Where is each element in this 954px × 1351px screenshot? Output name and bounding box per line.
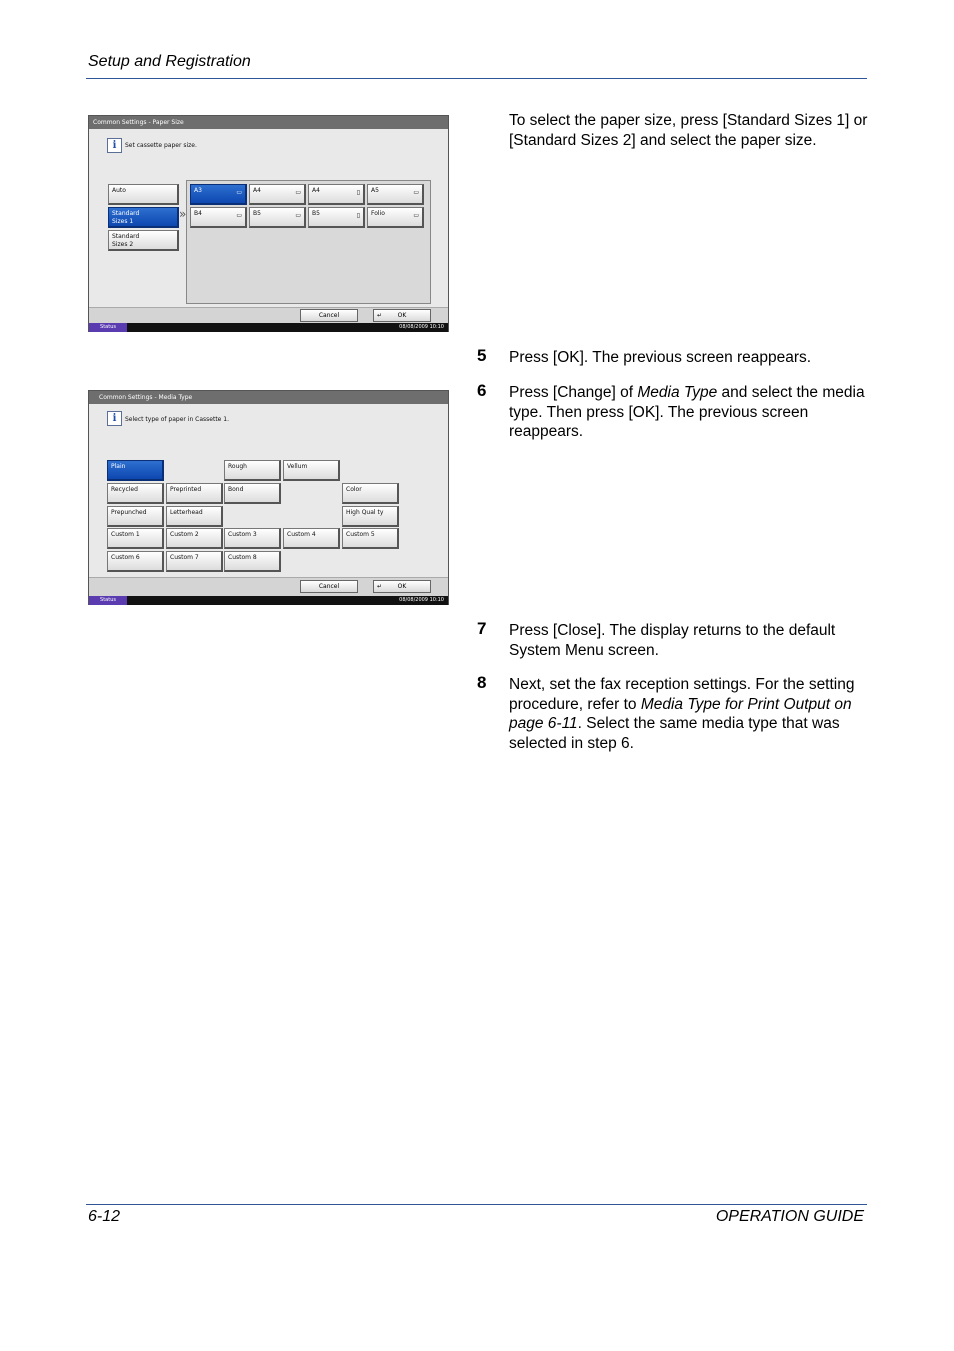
paper-landscape-icon: ▭ xyxy=(236,212,242,219)
media-label: Preprinted xyxy=(170,486,202,493)
paper-portrait-icon: ▯ xyxy=(356,189,360,196)
step-text: Press [Close]. The display returns to the default System Menu screen. xyxy=(509,622,836,659)
ok-label: OK xyxy=(397,583,407,590)
size-label: Folio xyxy=(371,210,385,217)
media-button-custom-7[interactable] xyxy=(166,551,223,572)
media-label: Custom 7 xyxy=(170,554,199,561)
size-label: B4 xyxy=(194,210,202,217)
screen-footer xyxy=(89,307,448,324)
info-icon: i xyxy=(107,138,122,153)
ok-button[interactable] xyxy=(373,580,431,593)
size-label: B5 xyxy=(312,210,320,217)
media-label: Recycled xyxy=(111,486,138,493)
size-label: A5 xyxy=(371,187,379,194)
info-icon: i xyxy=(107,411,122,426)
footer-rule xyxy=(86,1204,867,1205)
media-label: Custom 1 xyxy=(111,531,140,538)
media-button-bond[interactable] xyxy=(224,483,281,504)
step-text: Press [OK]. The previous screen reappears. xyxy=(509,349,812,366)
step-number: 5 xyxy=(477,346,487,365)
paper-landscape-icon: ▭ xyxy=(295,212,301,219)
size-label: B5 xyxy=(253,210,261,217)
standard-sizes-2-label: Standard Sizes 2 xyxy=(112,233,140,248)
media-label: Rough xyxy=(228,463,247,470)
auto-label: Auto xyxy=(112,187,126,194)
size-label: A3 xyxy=(194,187,202,194)
guide-title: OPERATION GUIDE xyxy=(715,1208,864,1225)
media-label: Color xyxy=(346,486,362,493)
step-text xyxy=(509,383,869,442)
status-bar xyxy=(89,323,448,332)
screen-message: Select type of paper in Cassette 1. xyxy=(125,416,229,423)
date-time: 08/08/2009 10:10 xyxy=(399,597,444,603)
media-label: Plain xyxy=(111,463,126,470)
date-time: 08/08/2009 10:10 xyxy=(399,324,444,330)
step-number: 6 xyxy=(477,381,487,400)
status-button[interactable]: Status xyxy=(89,323,127,332)
size-label: A4 xyxy=(253,187,261,194)
size-button-b4[interactable] xyxy=(190,207,247,228)
media-button-preprinted[interactable] xyxy=(166,483,223,504)
step-number: 7 xyxy=(477,619,487,638)
paper-portrait-icon: ▯ xyxy=(356,212,360,219)
intro-text: To select the paper size, press [Standard Sizes 1] or [Standard Sizes 2] and select the paper size. xyxy=(509,112,868,149)
media-label: Vellum xyxy=(287,463,308,470)
media-button-prepunched[interactable] xyxy=(107,506,164,527)
media-button-custom-5[interactable] xyxy=(342,528,399,549)
step-text-part: . Select the same media type that was selected in step 6. xyxy=(509,715,840,752)
header-rule xyxy=(86,78,867,79)
media-label: Custom 8 xyxy=(228,554,257,561)
media-button-high-quality[interactable] xyxy=(342,506,399,527)
auto-button[interactable] xyxy=(108,184,179,205)
media-button-letterhead[interactable] xyxy=(166,506,223,527)
screen-body xyxy=(89,404,448,577)
media-label: Letterhead xyxy=(170,509,203,516)
screen-body xyxy=(89,129,448,307)
status-button[interactable]: Status xyxy=(89,596,127,605)
media-button-recycled[interactable] xyxy=(107,483,164,504)
step-text-part: and select the media type. Then press [OK]. The previous screen reappears. xyxy=(509,384,865,440)
cancel-button[interactable]: Cancel xyxy=(300,309,358,322)
media-label: Custom 4 xyxy=(287,531,316,538)
step-text xyxy=(509,675,869,753)
ok-label: OK xyxy=(397,312,407,319)
paper-landscape-icon: ▭ xyxy=(413,212,419,219)
screen-title: Common Settings - Paper Size xyxy=(89,116,448,129)
media-label: Custom 2 xyxy=(170,531,199,538)
standard-sizes-1-button[interactable] xyxy=(108,207,179,228)
step-text-part: Next, set the fax reception settings. For the setting procedure, refer to xyxy=(509,676,855,713)
paper-size-screen xyxy=(88,115,449,332)
step-text-emphasis: Media Type for Print Output on page 6-11 xyxy=(509,695,852,732)
media-button-custom-4[interactable] xyxy=(283,528,340,549)
step-number: 8 xyxy=(477,673,487,692)
media-button-custom-1[interactable] xyxy=(107,528,164,549)
page-number: 6-12 xyxy=(88,1208,121,1225)
screen-message: Set cassette paper size. xyxy=(125,142,197,149)
media-type-screen xyxy=(88,390,449,605)
media-label: Custom 5 xyxy=(346,531,375,538)
size-button-folio[interactable] xyxy=(367,207,424,228)
media-button-custom-6[interactable] xyxy=(107,551,164,572)
media-button-vellum[interactable] xyxy=(283,460,340,481)
size-button-a4-landscape[interactable] xyxy=(249,184,306,205)
enter-icon: ↵ xyxy=(377,583,383,590)
size-button-a3[interactable] xyxy=(190,184,247,205)
screen-footer xyxy=(89,577,448,597)
paper-landscape-icon: ▭ xyxy=(413,189,419,196)
media-button-plain[interactable] xyxy=(107,460,164,481)
media-label: Custom 3 xyxy=(228,531,257,538)
media-button-rough[interactable] xyxy=(224,460,281,481)
paper-landscape-icon: ▭ xyxy=(236,189,242,196)
step-text-part: Press [Change] of xyxy=(509,384,638,401)
media-label: Prepunched xyxy=(111,509,147,516)
chevron-right-icon: » xyxy=(179,207,187,221)
size-button-a4-portrait[interactable] xyxy=(308,184,365,205)
media-label: Bond xyxy=(228,486,244,493)
running-header: Setup and Registration xyxy=(88,53,251,70)
size-button-a5[interactable] xyxy=(367,184,424,205)
step-text-emphasis: Media Type xyxy=(637,384,718,401)
standard-sizes-1-label: Standard Sizes 1 xyxy=(112,210,140,225)
media-label: High Qual ty xyxy=(346,509,384,516)
size-label: A4 xyxy=(312,187,320,194)
media-button-color[interactable] xyxy=(342,483,399,504)
paper-landscape-icon: ▭ xyxy=(295,189,301,196)
enter-icon: ↵ xyxy=(377,312,383,319)
size-button-b5-portrait[interactable] xyxy=(308,207,365,228)
media-button-custom-2[interactable] xyxy=(166,528,223,549)
ok-button[interactable] xyxy=(373,309,431,322)
media-button-custom-8[interactable] xyxy=(224,551,281,572)
cancel-button[interactable]: Cancel xyxy=(300,580,358,593)
media-label: Custom 6 xyxy=(111,554,140,561)
media-button-custom-3[interactable] xyxy=(224,528,281,549)
standard-sizes-2-button[interactable] xyxy=(108,230,179,251)
size-button-b5-landscape[interactable] xyxy=(249,207,306,228)
screen-title: Common Settings - Media Type xyxy=(89,391,448,404)
status-bar xyxy=(89,596,448,605)
